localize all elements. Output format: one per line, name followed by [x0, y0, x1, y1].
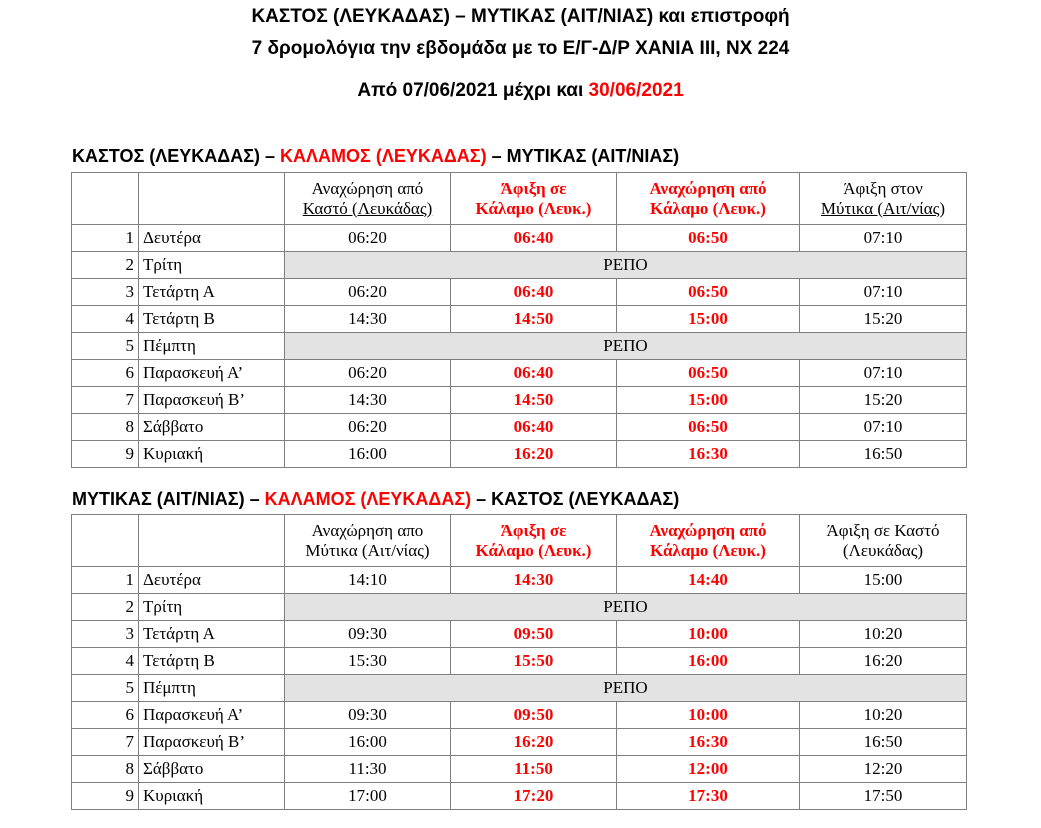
row-day: Πέμπτη [139, 333, 285, 360]
header-num-cell [72, 515, 139, 567]
arrival-destination-time: 07:10 [800, 414, 967, 441]
header-day-cell [139, 515, 285, 567]
arrival-destination-time: 15:00 [800, 567, 967, 594]
row-number: 7 [72, 387, 139, 414]
departure-origin-time: 06:20 [285, 279, 451, 306]
departure-kalamos-time: 06:50 [617, 414, 800, 441]
arrival-kalamos-time: 16:20 [451, 441, 617, 468]
table-header-row [72, 515, 967, 567]
arrival-kalamos-time: 16:20 [451, 729, 617, 756]
table-row [72, 441, 967, 468]
arrival-destination-time: 07:10 [800, 279, 967, 306]
arrival-destination-time: 07:10 [800, 360, 967, 387]
row-day: Παρασκευή Α’ [139, 360, 285, 387]
arrival-destination-time: 10:20 [800, 702, 967, 729]
departure-kalamos-time: 06:50 [617, 279, 800, 306]
header-departure-kalamos: Αναχώρηση από Κάλαμο (Λευκ.) [617, 515, 800, 567]
row-number: 9 [72, 441, 139, 468]
arrival-kalamos-time: 15:50 [451, 648, 617, 675]
arrival-destination-time: 16:50 [800, 729, 967, 756]
row-number: 6 [72, 702, 139, 729]
row-day: Σάββατο [139, 756, 285, 783]
route2-timetable [71, 514, 967, 810]
route2-title-from: ΜΥΤΙΚΑΣ (ΑΙΤ/ΝΙΑΣ) – [72, 489, 265, 509]
departure-origin-time: 09:30 [285, 621, 451, 648]
row-number: 9 [72, 783, 139, 810]
route2-title-to: – ΚΑΣΤΟΣ (ΛΕΥΚΑΔΑΣ) [471, 489, 680, 509]
departure-kalamos-time: 10:00 [617, 621, 800, 648]
row-day: Τετάρτη Α [139, 621, 285, 648]
row-number: 4 [72, 648, 139, 675]
departure-kalamos-time: 16:30 [617, 441, 800, 468]
arrival-kalamos-time: 09:50 [451, 702, 617, 729]
departure-kalamos-time: 16:00 [617, 648, 800, 675]
row-number: 1 [72, 567, 139, 594]
row-day: Κυριακή [139, 783, 285, 810]
row-number: 8 [72, 414, 139, 441]
row-day: Τετάρτη Β [139, 648, 285, 675]
row-number: 6 [72, 360, 139, 387]
arrival-kalamos-time: 09:50 [451, 621, 617, 648]
table-row [72, 387, 967, 414]
departure-origin-time: 14:10 [285, 567, 451, 594]
route1-title-from: ΚΑΣΤΟΣ (ΛΕΥΚΑΔΑΣ) – [72, 146, 281, 166]
header-arrival-kalamos: Άφιξη σε Κάλαμο (Λευκ.) [451, 173, 617, 225]
row-day: Τετάρτη Α [139, 279, 285, 306]
table-row [72, 306, 967, 333]
row-day: Κυριακή [139, 441, 285, 468]
row-day: Δευτέρα [139, 567, 285, 594]
arrival-destination-time: 17:50 [800, 783, 967, 810]
row-day: Παρασκευή Β’ [139, 387, 285, 414]
document-subtitle: 7 δρομολόγια την εβδομάδα με το Ε/Γ-Δ/Ρ ΧΑΝΙΑ ΙΙΙ, ΝΧ 224 [251, 38, 790, 59]
validity-prefix: Από 07/06/2021 μέχρι και [357, 80, 589, 101]
arrival-destination-time: 16:50 [800, 441, 967, 468]
row-number: 3 [72, 621, 139, 648]
header-arrival-destination: Άφιξη στον Μύτικα (Αιτ/νίας) [800, 173, 967, 225]
document-title: ΚΑΣΤΟΣ (ΛΕΥΚΑΔΑΣ) – ΜΥΤΙΚΑΣ (ΑΙΤ/ΝΙΑΣ) και επιστροφή [251, 6, 790, 27]
departure-origin-time: 11:30 [285, 756, 451, 783]
row-number: 5 [72, 333, 139, 360]
arrival-destination-time: 12:20 [800, 756, 967, 783]
table-row [72, 279, 967, 306]
table-row [72, 414, 967, 441]
header-num-cell [72, 173, 139, 225]
departure-kalamos-time: 06:50 [617, 225, 800, 252]
departure-kalamos-time: 10:00 [617, 702, 800, 729]
route1-title [72, 146, 679, 167]
departure-origin-time: 16:00 [285, 729, 451, 756]
table-row [72, 225, 967, 252]
departure-origin-time: 06:20 [285, 360, 451, 387]
arrival-kalamos-time: 06:40 [451, 414, 617, 441]
route2-title-via: ΚΑΛΑΜΟΣ (ΛΕΥΚΑΔΑΣ) [264, 489, 472, 509]
table-row [72, 756, 967, 783]
departure-origin-time: 15:30 [285, 648, 451, 675]
table-row [72, 648, 967, 675]
arrival-kalamos-time: 14:30 [451, 567, 617, 594]
table-row [72, 594, 967, 621]
arrival-destination-time: 15:20 [800, 387, 967, 414]
row-number: 5 [72, 675, 139, 702]
departure-kalamos-time: 06:50 [617, 360, 800, 387]
table-row [72, 675, 967, 702]
departure-origin-time: 06:20 [285, 414, 451, 441]
arrival-kalamos-time: 06:40 [451, 279, 617, 306]
arrival-kalamos-time: 14:50 [451, 387, 617, 414]
table-row [72, 333, 967, 360]
arrival-destination-time: 15:20 [800, 306, 967, 333]
row-day: Παρασκευή Α’ [139, 702, 285, 729]
row-day: Τρίτη [139, 252, 285, 279]
route2-title [72, 489, 679, 510]
table-row [72, 783, 967, 810]
row-day: Παρασκευή Β’ [139, 729, 285, 756]
departure-origin-time: 14:30 [285, 387, 451, 414]
departure-origin-time: 14:30 [285, 306, 451, 333]
arrival-destination-time: 16:20 [800, 648, 967, 675]
route1-timetable [71, 172, 967, 468]
arrival-kalamos-time: 11:50 [451, 756, 617, 783]
row-number: 2 [72, 594, 139, 621]
rest-day-cell: ΡΕΠΟ [285, 594, 967, 621]
header-arrival-kalamos: Άφιξη σε Κάλαμο (Λευκ.) [451, 515, 617, 567]
arrival-kalamos-time: 17:20 [451, 783, 617, 810]
rest-day-cell: ΡΕΠΟ [285, 333, 967, 360]
departure-origin-time: 06:20 [285, 225, 451, 252]
validity-period [0, 80, 1041, 102]
row-number: 3 [72, 279, 139, 306]
row-number: 7 [72, 729, 139, 756]
departure-kalamos-time: 12:00 [617, 756, 800, 783]
table-row [72, 729, 967, 756]
table-row [72, 252, 967, 279]
header-arrival-destination: Άφιξη σε Καστό (Λευκάδας) [800, 515, 967, 567]
arrival-kalamos-time: 14:50 [451, 306, 617, 333]
table-header-row [72, 173, 967, 225]
row-number: 2 [72, 252, 139, 279]
table-row [72, 360, 967, 387]
rest-day-cell: ΡΕΠΟ [285, 675, 967, 702]
row-day: Τρίτη [139, 594, 285, 621]
table-row [72, 567, 967, 594]
row-number: 8 [72, 756, 139, 783]
arrival-kalamos-time: 06:40 [451, 225, 617, 252]
departure-kalamos-time: 14:40 [617, 567, 800, 594]
row-day: Τετάρτη Β [139, 306, 285, 333]
row-number: 4 [72, 306, 139, 333]
departure-kalamos-time: 17:30 [617, 783, 800, 810]
departure-kalamos-time: 15:00 [617, 306, 800, 333]
departure-kalamos-time: 15:00 [617, 387, 800, 414]
row-day: Δευτέρα [139, 225, 285, 252]
row-day: Σάββατο [139, 414, 285, 441]
validity-end-date: 30/06/2021 [588, 80, 684, 101]
departure-origin-time: 16:00 [285, 441, 451, 468]
departure-origin-time: 17:00 [285, 783, 451, 810]
departure-kalamos-time: 16:30 [617, 729, 800, 756]
header-day-cell [139, 173, 285, 225]
header-departure-kalamos: Αναχώρηση από Κάλαμο (Λευκ.) [617, 173, 800, 225]
rest-day-cell: ΡΕΠΟ [285, 252, 967, 279]
row-number: 1 [72, 225, 139, 252]
departure-origin-time: 09:30 [285, 702, 451, 729]
table-row [72, 702, 967, 729]
table-row [72, 621, 967, 648]
route1-title-to: – ΜΥΤΙΚΑΣ (ΑΙΤ/ΝΙΑΣ) [486, 146, 680, 166]
row-day: Πέμπτη [139, 675, 285, 702]
arrival-destination-time: 07:10 [800, 225, 967, 252]
header-departure-origin: Αναχώρηση από Καστό (Λευκάδας) [285, 173, 451, 225]
header-departure-origin: Αναχώρηση απο Μύτικα (Αιτ/νίας) [285, 515, 451, 567]
route1-title-via: ΚΑΛΑΜΟΣ (ΛΕΥΚΑΔΑΣ) [280, 146, 487, 166]
arrival-destination-time: 10:20 [800, 621, 967, 648]
arrival-kalamos-time: 06:40 [451, 360, 617, 387]
